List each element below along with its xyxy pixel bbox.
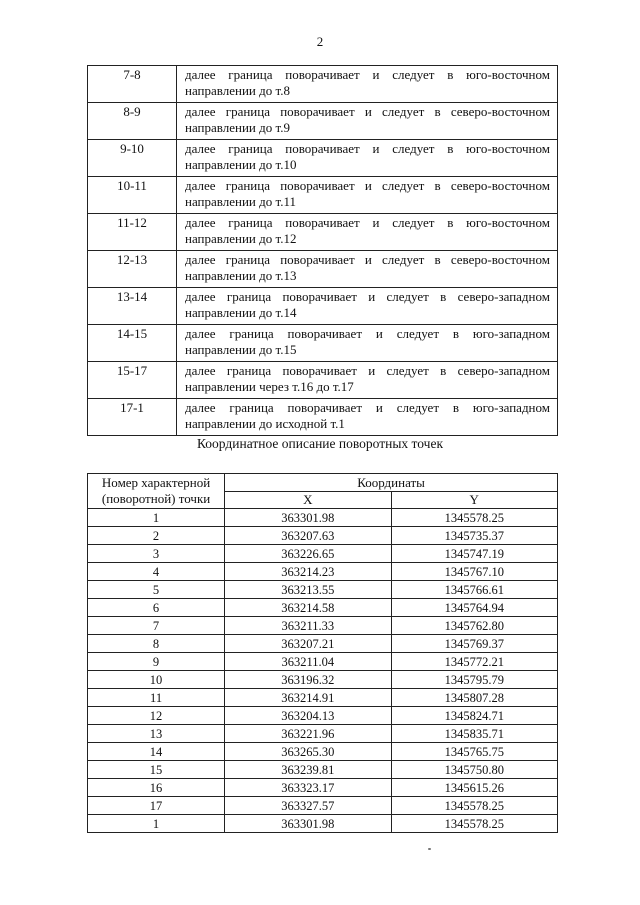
point-number: 1 [88,815,225,833]
point-number: 6 [88,599,225,617]
y-coordinate: 1345766.61 [391,581,558,599]
page-number: 2 [316,34,324,49]
x-coordinate: 363213.55 [225,581,391,599]
segment-description: далее граница поворачивает и следует в юго-восточном направлении до т.12 [177,214,558,251]
x-coordinate: 363211.33 [225,617,391,635]
segment-description: далее граница поворачивает и следует в юго-восточном направлении до т.10 [177,140,558,177]
y-coordinate: 1345762.80 [391,617,558,635]
coordinate-row [88,653,558,671]
coordinates-table [87,473,558,833]
y-coordinate: 1345769.37 [391,635,558,653]
coordinate-row [88,635,558,653]
y-coordinate: 1345765.75 [391,743,558,761]
segment-description: далее граница поворачивает и следует в северо-восточном направлении до т.13 [177,251,558,288]
y-coordinate: 1345615.26 [391,779,558,797]
point-number: 14 [88,743,225,761]
segment-description: далее граница поворачивает и следует в северо-западном направлении через т.16 до т.17 [177,362,558,399]
segment-description: далее граница поворачивает и следует в северо-западном направлении до т.14 [177,288,558,325]
segment-description: далее граница поворачивает и следует в юго-западном направлении до т.15 [177,325,558,362]
coordinates-table-header [88,474,558,509]
segment-label: 12-13 [88,251,177,288]
point-number: 11 [88,689,225,707]
y-coordinate: 1345750.80 [391,761,558,779]
coordinate-row [88,599,558,617]
point-number: 17 [88,797,225,815]
coordinate-row [88,617,558,635]
header-point-number: Номер характерной (поворотной) точки [88,474,225,509]
segment-label: 11-12 [88,214,177,251]
x-coordinate: 363327.57 [225,797,391,815]
segment-label: 8-9 [88,103,177,140]
x-coordinate: 363226.65 [225,545,391,563]
x-coordinate: 363214.58 [225,599,391,617]
y-coordinate: 1345772.21 [391,653,558,671]
coordinate-row [88,689,558,707]
point-number: 7 [88,617,225,635]
point-number: 12 [88,707,225,725]
coordinate-row [88,671,558,689]
segment-description: далее граница поворачивает и следует в юго-восточном направлении до т.8 [177,66,558,103]
point-number: 2 [88,527,225,545]
y-coordinate: 1345735.37 [391,527,558,545]
x-coordinate: 363301.98 [225,509,391,527]
header-y: Y [391,492,558,509]
boundary-row [88,140,558,177]
segment-label: 15-17 [88,362,177,399]
coordinate-row [88,707,558,725]
coordinates-table-body [88,509,558,833]
boundary-row [88,251,558,288]
segment-label: 17-1 [88,399,177,436]
segment-label: 7-8 [88,66,177,103]
y-coordinate: 1345578.25 [391,797,558,815]
point-number: 16 [88,779,225,797]
header-x: X [225,492,391,509]
coordinates-title: Координатное описание поворотных точек [196,436,444,451]
point-number: 1 [88,509,225,527]
x-coordinate: 363221.96 [225,725,391,743]
boundary-row [88,103,558,140]
y-coordinate: 1345807.28 [391,689,558,707]
segment-description: далее граница поворачивает и следует в северо-восточном направлении до т.11 [177,177,558,214]
point-number: 10 [88,671,225,689]
segment-description: далее граница поворачивает и следует в северо-восточном направлении до т.9 [177,103,558,140]
coordinate-row [88,743,558,761]
point-number: 8 [88,635,225,653]
boundary-row [88,66,558,103]
y-coordinate: 1345767.10 [391,563,558,581]
point-number: 4 [88,563,225,581]
segment-description: далее граница поворачивает и следует в юго-западном направлении до исходной т.1 [177,399,558,436]
coordinate-row [88,581,558,599]
y-coordinate: 1345578.25 [391,815,558,833]
y-coordinate: 1345835.71 [391,725,558,743]
coordinate-row [88,725,558,743]
coordinate-row [88,761,558,779]
y-coordinate: 1345795.79 [391,671,558,689]
boundary-row [88,288,558,325]
boundary-row [88,325,558,362]
x-coordinate: 363265.30 [225,743,391,761]
segment-label: 14-15 [88,325,177,362]
boundary-row [88,399,558,436]
scan-speck [428,848,431,850]
coordinate-row [88,563,558,581]
coordinate-row [88,527,558,545]
x-coordinate: 363196.32 [225,671,391,689]
y-coordinate: 1345824.71 [391,707,558,725]
x-coordinate: 363214.91 [225,689,391,707]
x-coordinate: 363211.04 [225,653,391,671]
x-coordinate: 363204.13 [225,707,391,725]
point-number: 13 [88,725,225,743]
point-number: 5 [88,581,225,599]
x-coordinate: 363207.21 [225,635,391,653]
y-coordinate: 1345764.94 [391,599,558,617]
coordinate-row [88,815,558,833]
boundary-row [88,214,558,251]
x-coordinate: 363301.98 [225,815,391,833]
segment-label: 10-11 [88,177,177,214]
segment-label: 13-14 [88,288,177,325]
boundary-row [88,362,558,399]
x-coordinate: 363323.17 [225,779,391,797]
segment-label: 9-10 [88,140,177,177]
y-coordinate: 1345578.25 [391,509,558,527]
point-number: 15 [88,761,225,779]
coordinate-row [88,509,558,527]
y-coordinate: 1345747.19 [391,545,558,563]
x-coordinate: 363214.23 [225,563,391,581]
coordinate-row [88,779,558,797]
coordinate-row [88,797,558,815]
point-number: 9 [88,653,225,671]
x-coordinate: 363207.63 [225,527,391,545]
boundary-description-table [87,65,558,436]
x-coordinate: 363239.81 [225,761,391,779]
header-coordinates: Координаты [225,474,558,492]
boundary-row [88,177,558,214]
coordinate-row [88,545,558,563]
boundary-description-body [88,66,558,436]
point-number: 3 [88,545,225,563]
